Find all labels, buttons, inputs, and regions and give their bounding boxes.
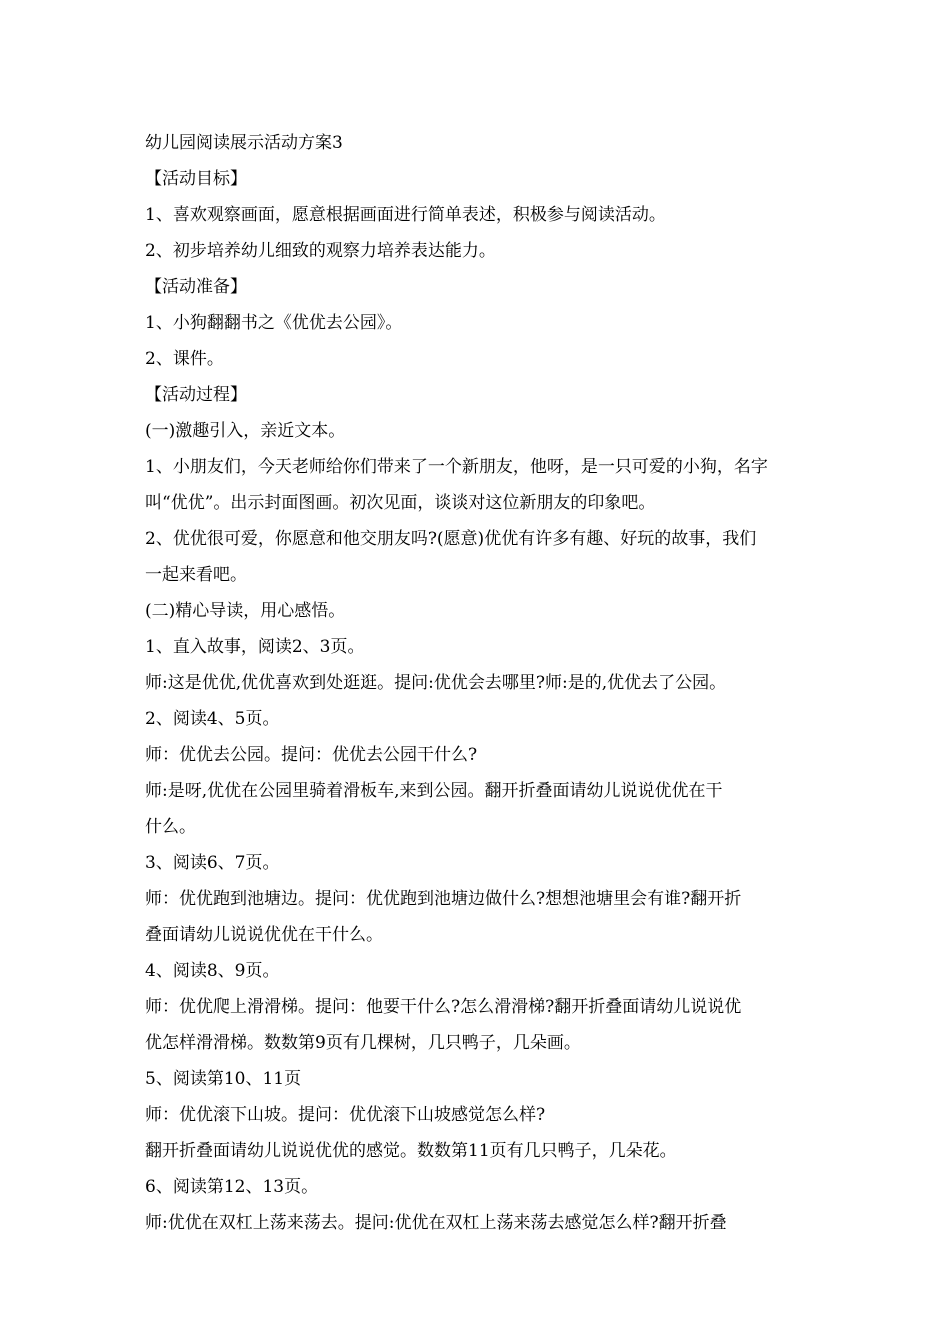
paragraph-line: 师：优优滚下山坡。提问：优优滚下山坡感觉怎么样? <box>145 1105 546 1125</box>
paragraph-line: 1、直入故事，阅读2、3页。 <box>145 637 365 657</box>
paragraph-line: (二)精心导读，用心感悟。 <box>145 601 346 621</box>
document-page <box>145 125 810 1241</box>
paragraph-line: 2、课件。 <box>145 349 224 369</box>
section-heading-goals: 【活动目标】 <box>145 169 247 189</box>
paragraph-line: 师：优优爬上滑滑梯。提问：他要干什么?怎么滑滑梯?翻开折叠面请幼儿说说优 <box>145 997 742 1017</box>
paragraph-line: 1、小朋友们，今天老师给你们带来了一个新朋友，他呀，是一只可爱的小狗，名字 <box>145 457 768 477</box>
paragraph-line: 师：优优去公园。提问：优优去公园干什么? <box>145 745 478 765</box>
paragraph-line: (一)激趣引入，亲近文本。 <box>145 421 346 441</box>
paragraph-line: 什么。 <box>145 817 196 837</box>
paragraph-line: 1、小狗翻翻书之《优优去公园》。 <box>145 313 403 333</box>
paragraph-line: 优怎样滑滑梯。数数第9页有几棵树，几只鸭子，几朵画。 <box>145 1033 581 1053</box>
paragraph-line: 2、初步培养幼儿细致的观察力培养表达能力。 <box>145 241 496 261</box>
paragraph-line: 师:优优在双杠上荡来荡去。提问:优优在双杠上荡来荡去感觉怎么样?翻开折叠 <box>145 1213 727 1233</box>
paragraph-line: 6、阅读第12、13页。 <box>145 1177 319 1197</box>
paragraph-line: 师:是呀,优优在公园里骑着滑板车,来到公园。翻开折叠面请幼儿说说优优在干 <box>145 781 723 801</box>
paragraph-line: 一起来看吧。 <box>145 565 247 585</box>
paragraph-line: 师:这是优优,优优喜欢到处逛逛。提问:优优会去哪里?师:是的,优优去了公园。 <box>145 673 727 693</box>
paragraph-line: 2、优优很可爱，你愿意和他交朋友吗?(愿意)优优有许多有趣、好玩的故事，我们 <box>145 529 757 549</box>
paragraph-line: 叠面请幼儿说说优优在干什么。 <box>145 925 383 945</box>
paragraph-line: 3、阅读6、7页。 <box>145 853 280 873</box>
document-title: 幼儿园阅读展示活动方案3 <box>145 133 343 153</box>
paragraph-line: 叫“优优”。出示封面图画。初次见面，谈谈对这位新朋友的印象吧。 <box>145 493 656 513</box>
paragraph-line: 5、阅读第10、11页 <box>145 1069 302 1089</box>
paragraph-line: 4、阅读8、9页。 <box>145 961 280 981</box>
paragraph-line: 翻开折叠面请幼儿说说优优的感觉。数数第11页有几只鸭子，几朵花。 <box>145 1141 677 1161</box>
paragraph-line: 1、喜欢观察画面，愿意根据画面进行简单表述，积极参与阅读活动。 <box>145 205 666 225</box>
paragraph-line: 2、阅读4、5页。 <box>145 709 280 729</box>
paragraph-line: 师：优优跑到池塘边。提问：优优跑到池塘边做什么?想想池塘里会有谁?翻开折 <box>145 889 742 909</box>
section-heading-preparation: 【活动准备】 <box>145 277 247 297</box>
section-heading-process: 【活动过程】 <box>145 385 247 405</box>
